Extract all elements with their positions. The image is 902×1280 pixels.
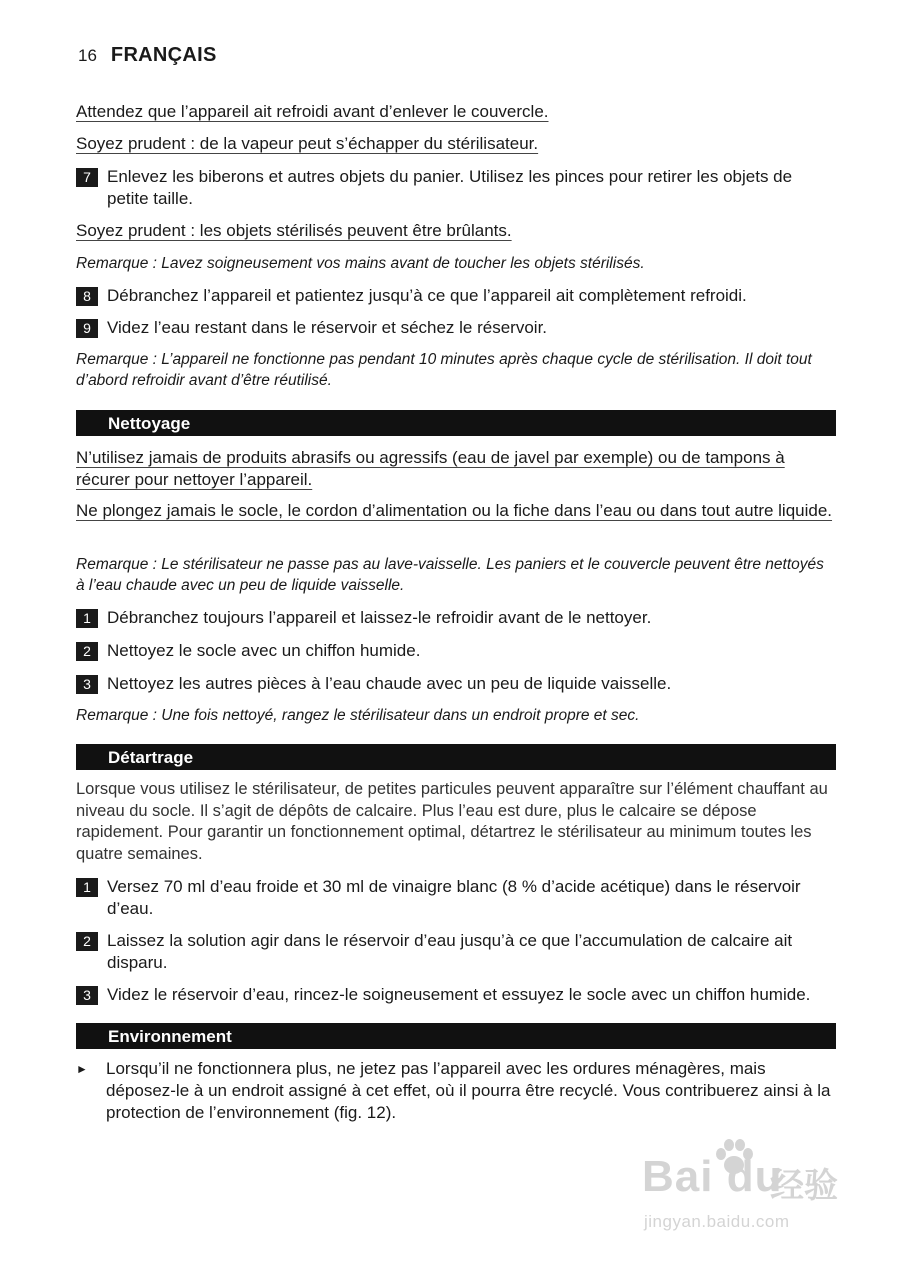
- descaling-step-2: [76, 930, 836, 974]
- page-number: 16: [78, 46, 97, 65]
- note-storage: Remarque : Une fois nettoyé, rangez le stérilisateur dans un endroit propre et sec.: [76, 707, 640, 724]
- environment-text: Lorsqu’il ne fonctionnera plus, ne jetez pas l’appareil avec les ordures ménagères, mais déposez-le à un endroit assigné à cet effet, où il pourra être recyclé. Vous contribuerez ainsi à la protection de l’environnement (fig. 12).: [106, 1059, 831, 1122]
- warning-hot-objects: Soyez prudent : les objets stérilisés peuvent être brûlants.: [76, 221, 512, 240]
- step-number: 9: [76, 319, 98, 338]
- step-text: Videz l’eau restant dans le réservoir et séchez le réservoir.: [107, 318, 548, 337]
- warning-abrasives: N’utilisez jamais de produits abrasifs ou agressifs (eau de javel par exemple) ou de tampons à récurer pour nettoyer l’appareil.: [76, 448, 785, 489]
- section-title-cleaning: Nettoyage: [76, 410, 836, 436]
- step-number: 3: [76, 675, 98, 694]
- cleaning-step-2: [76, 640, 836, 662]
- step-number: 1: [76, 609, 98, 628]
- step-text: Versez 70 ml d’eau froide et 30 ml de vinaigre blanc (8 % d’acide acétique) dans le réservoir d’eau.: [107, 877, 801, 918]
- descaling-intro: Lorsque vous utilisez le stérilisateur, de petites particules peuvent apparaître sur l’élément chauffant au niveau du socle. Il s’agit de dépôts de calcaire. Plus l’eau est dure, plus le calcaire se dépose rapidement. Pour garantir un fonctionnement optimal, détartrez le stérilisateur au minimum toutes les quatre semaines.: [76, 780, 828, 863]
- watermark: [640, 1140, 850, 1240]
- step-text: Videz le réservoir d’eau, rincez-le soigneusement et essuyez le socle avec un chiffon humide.: [107, 985, 811, 1004]
- warning-steam: Soyez prudent : de la vapeur peut s’échapper du stérilisateur.: [76, 134, 539, 153]
- step-text: Nettoyez le socle avec un chiffon humide.: [107, 641, 421, 660]
- page-header: [78, 44, 217, 67]
- step-text: Débranchez l’appareil et patientez jusqu’à ce que l’appareil ait complètement refroidi.: [107, 286, 747, 305]
- step-number: 2: [76, 642, 98, 661]
- step-number: 7: [76, 168, 98, 187]
- note-dishwasher: Remarque : Le stérilisateur ne passe pas au lave-vaisselle. Les paniers et le couvercle peuvent être nettoyés à l’eau chaude avec un peu de liquide vaisselle.: [76, 556, 824, 594]
- bullet-arrow-icon: ►: [76, 1062, 88, 1076]
- step-9: [76, 317, 836, 339]
- warning-cool-before-lid: Attendez que l’appareil ait refroidi avant d’enlever le couvercle.: [76, 102, 549, 121]
- step-8: [76, 285, 836, 307]
- step-text: Enlevez les biberons et autres objets du panier. Utilisez les pinces pour retirer les objets de petite taille.: [107, 167, 793, 208]
- step-number: 2: [76, 932, 98, 951]
- watermark-logo: Bai du: [642, 1152, 783, 1201]
- language-title: FRANÇAIS: [110, 44, 217, 66]
- descaling-step-3: [76, 984, 836, 1006]
- step-text: Débranchez toujours l’appareil et laissez-le refroidir avant de le nettoyer.: [107, 608, 652, 627]
- step-7: [76, 166, 836, 210]
- warning-no-immersion: Ne plongez jamais le socle, le cordon d’alimentation ou la fiche dans l’eau ou dans tout autre liquide.: [76, 501, 833, 520]
- cleaning-step-3: [76, 673, 836, 695]
- step-number: 8: [76, 287, 98, 306]
- descaling-step-1: [76, 876, 836, 920]
- note-wash-hands: Remarque : Lavez soigneusement vos mains avant de toucher les objets stérilisés.: [76, 255, 645, 272]
- note-cooldown: Remarque : L’appareil ne fonctionne pas pendant 10 minutes après chaque cycle de stérilisation. Il doit tout d’abord refroidir avant d’être réutilisé.: [76, 351, 812, 389]
- step-number: 3: [76, 986, 98, 1005]
- cleaning-step-1: [76, 607, 836, 629]
- step-text: Laissez la solution agir dans le réservoir d’eau jusqu’à ce que l’accumulation de calcaire ait disparu.: [107, 931, 793, 972]
- section-title-descaling: Détartrage: [76, 744, 836, 770]
- watermark-url: jingyan.baidu.com: [644, 1212, 790, 1231]
- step-text: Nettoyez les autres pièces à l’eau chaude avec un peu de liquide vaisselle.: [107, 674, 672, 693]
- environment-bullet: [76, 1058, 838, 1124]
- watermark-chinese: 经验: [770, 1167, 838, 1205]
- step-number: 1: [76, 878, 98, 897]
- section-title-environment: Environnement: [76, 1023, 836, 1049]
